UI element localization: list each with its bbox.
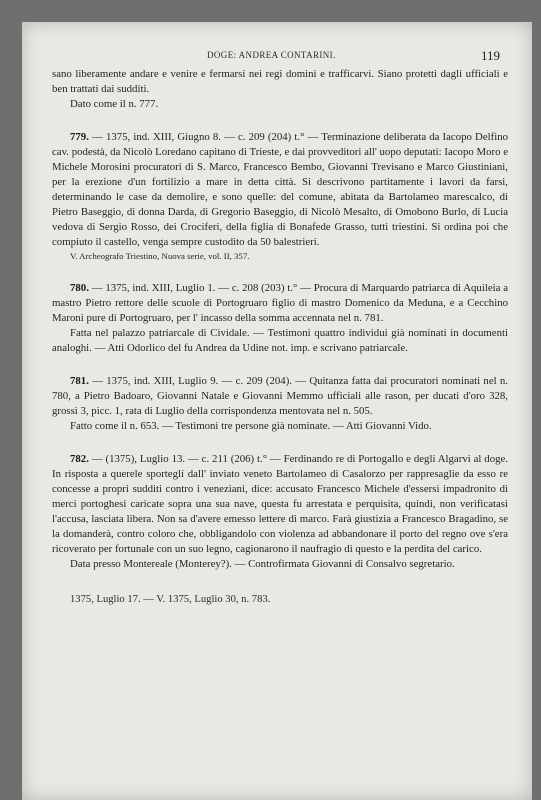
- entry-text: — 1375, ind. XIII, Luglio 9. — c. 209 (204). — Quitanza fatta dai procuratori nominati nel n. 780, a Pietro Badoaro, Giovanni Natale e Giovanni Memmo ufficiali alle rason, per ducati d'oro 328, grossi 3, picc. 1, rata di Luglio della corrispondenza mentovata nel n. 505.: [52, 375, 508, 417]
- entry-number: 782.: [70, 453, 89, 465]
- page-header: [54, 50, 514, 68]
- entry-paragraph: [52, 130, 508, 250]
- document-entry-781: [52, 374, 508, 434]
- source-citation: V. Archeografo Triestino, Nuova serie, vol. II, 357.: [70, 251, 250, 261]
- entry-text: — 1375, ind. XIII, Luglio 1. — c. 208 (203) t.° — Procura di Marquardo patriarca di Aquileia a mastro Pietro rettore delle scuole di Portogruaro figlio di mastro Domenico da Meduna, e a Cecchino Maroni pure di Portogruaro, per l' incasso della somma accennata nel n. 781.: [52, 282, 509, 324]
- entry-number: 780.: [70, 282, 89, 294]
- entry-note: Dato come il n. 777.: [70, 98, 159, 110]
- page-body: [52, 67, 508, 607]
- document-page: [22, 22, 532, 800]
- entry-note: Fatta nel palazzo patriarcale di Cividale. — Testimoni quattro individui già nominati in documenti analoghi. — Atti Odorlico del fu Andrea da Udine not. imp. e scrivano patriarcale.: [52, 327, 508, 354]
- entry-note: Fatto come il n. 653. — Testimoni tre persone già nominate. — Atti Giovanni Vido.: [70, 420, 432, 432]
- entry-number: 781.: [70, 375, 89, 387]
- entry-paragraph: [52, 452, 508, 557]
- running-title: DOGE: ANDREA CONTARINI.: [207, 50, 336, 60]
- document-entry-780: [52, 281, 508, 356]
- entry-note: Data presso Montereale (Monterey?). — Controfirmata Giovanni di Consalvo segretario.: [70, 558, 455, 570]
- document-entry-782: [52, 452, 508, 572]
- entry-paragraph: [52, 281, 508, 326]
- entry-text: — (1375), Luglio 13. — c. 211 (206) t.° — Ferdinando re di Portogallo e degli Algarvi al doge. In risposta a querele sporteglí dall' inviato veneto Bartolameo di Casalorzo per rappresaglie da esso re concesse a propri sudditi contro i veneziani, dice: accusato Francesco Michele d'essersi impadronito di merci portoghesi caricate sopra una sua nave, questa fu arrestata e perquisita, quindi, non verificatasi l'accusa, lasciata libera. Non sa d'avere emesso lettere di marco. Farà giustizia a Francesco Bragadino, se la domanderà, contro coloro che, obbligandolo con violenza ad abbandonare il porto del regno ove s'era ricoverato per fortunale con un suo legno, cagionarono il naufragio di questo e la perdita del carico.: [52, 453, 508, 555]
- entry-paragraph: [52, 374, 508, 419]
- continuation-text: sano liberamente andare e venire e fermarsi nei regi domini e trafficarvi. Siano protetti dagli ufficiali e ben trattati dai sudditi.: [52, 68, 508, 95]
- entry-number: 779.: [70, 131, 89, 143]
- page-number: 119: [480, 48, 500, 63]
- document-entry-779: [52, 130, 508, 263]
- entry-text: — 1375, ind. XIII, Giugno 8. — c. 209 (204) t.° — Terminazione deliberata da Iacopo Delfino cav. podestà, da Nicolò Loredano capitano di Trieste, e dai provveditori all' uopo deputati: Iacopo Moro e Michele Morosini procuratori di S. Marco, Francesco Bembo, Giovanni Trevisano e Marco Giustiniani, per la erezione d'un fortilizio a mare in detta città. Si descrivono partitamente i lavori da farsi, determinando le case da demolire, e sono quelle: del comune, abitata da Bartolameo marescalco, di Pietro Baseggio, di donna Darda, di Gregorio Baseggio, di Nicolò Mesalto, di Omobono Burlo, di Lucia vedova di Sergio Rosso, dei Crociferi, della figlia di Bonafede Grasso, tutti triestini. Si ordina poi che compiuto il castello, venga sempre custodito da 50 balestrieri.: [52, 131, 509, 248]
- cross-reference-note: 1375, Luglio 17. — V. 1375, Luglio 30, n. 783.: [70, 594, 271, 605]
